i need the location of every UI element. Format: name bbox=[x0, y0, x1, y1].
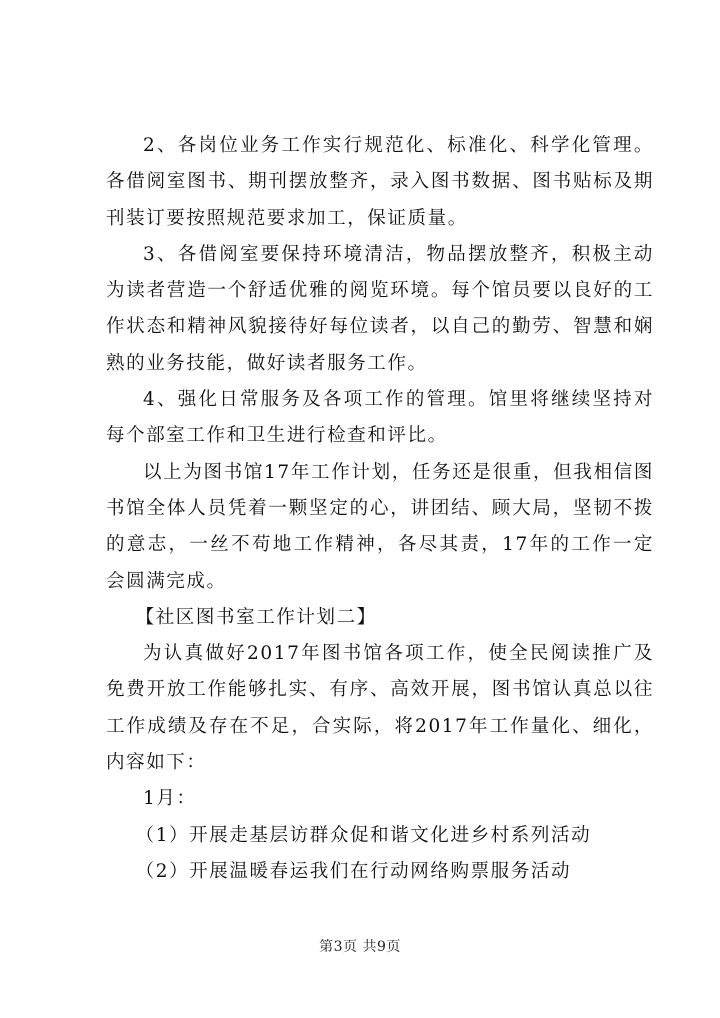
list-item: （2）开展温暖春运我们在行动网络购票服务活动 bbox=[135, 860, 572, 882]
section-heading: 【社区图书室工作计划二】 bbox=[135, 606, 377, 628]
page-footer: 第3页 共9页 bbox=[319, 939, 401, 955]
paragraph-item-4: 4、强化日常服务及各项工作的管理。馆里将继续坚持对每个部室工作和卫生进行检查和评比。 bbox=[106, 389, 654, 447]
paragraph-summary: 以上为图书馆17年工作计划，任务还是很重，但我相信图书馆全体人员凭着一颗坚定的心，讲团结、顾大局，坚韧不拨的意志，一丝不苟地工作精神，各尽其责，17年的工作一定会圆满完成。 bbox=[106, 461, 654, 592]
paragraph-item-2: 2、各岗位业务工作实行规范化、标准化、科学化管理。各借阅室图书、期刊摆放整齐，录入图书数据、图书贴标及期刊装订要按照规范要求加工，保证质量。 bbox=[106, 135, 654, 229]
list-item: （1）开展走基层访群众促和谐文化进乡村系列活动 bbox=[135, 824, 592, 846]
month-heading: 1月： bbox=[143, 788, 197, 810]
document-body bbox=[106, 128, 654, 890]
paragraph-intro: 为认真做好2017年图书馆各项工作，使全民阅读推广及免费开放工作能够扎实、有序、高效开展，图书馆认真总以往工作成绩及存在不足，合实际，将2017年工作量化、细化，内容如下： bbox=[106, 643, 654, 774]
paragraph-item-3: 3、各借阅室要保持环境清洁，物品摆放整齐，积极主动为读者营造一个舒适优雅的阅览环境。每个馆员要以良好的工作状态和精神风貌接待好每位读者，以自己的勤劳、智慧和娴熟的业务技能，做好读者服务工作。 bbox=[106, 243, 654, 374]
